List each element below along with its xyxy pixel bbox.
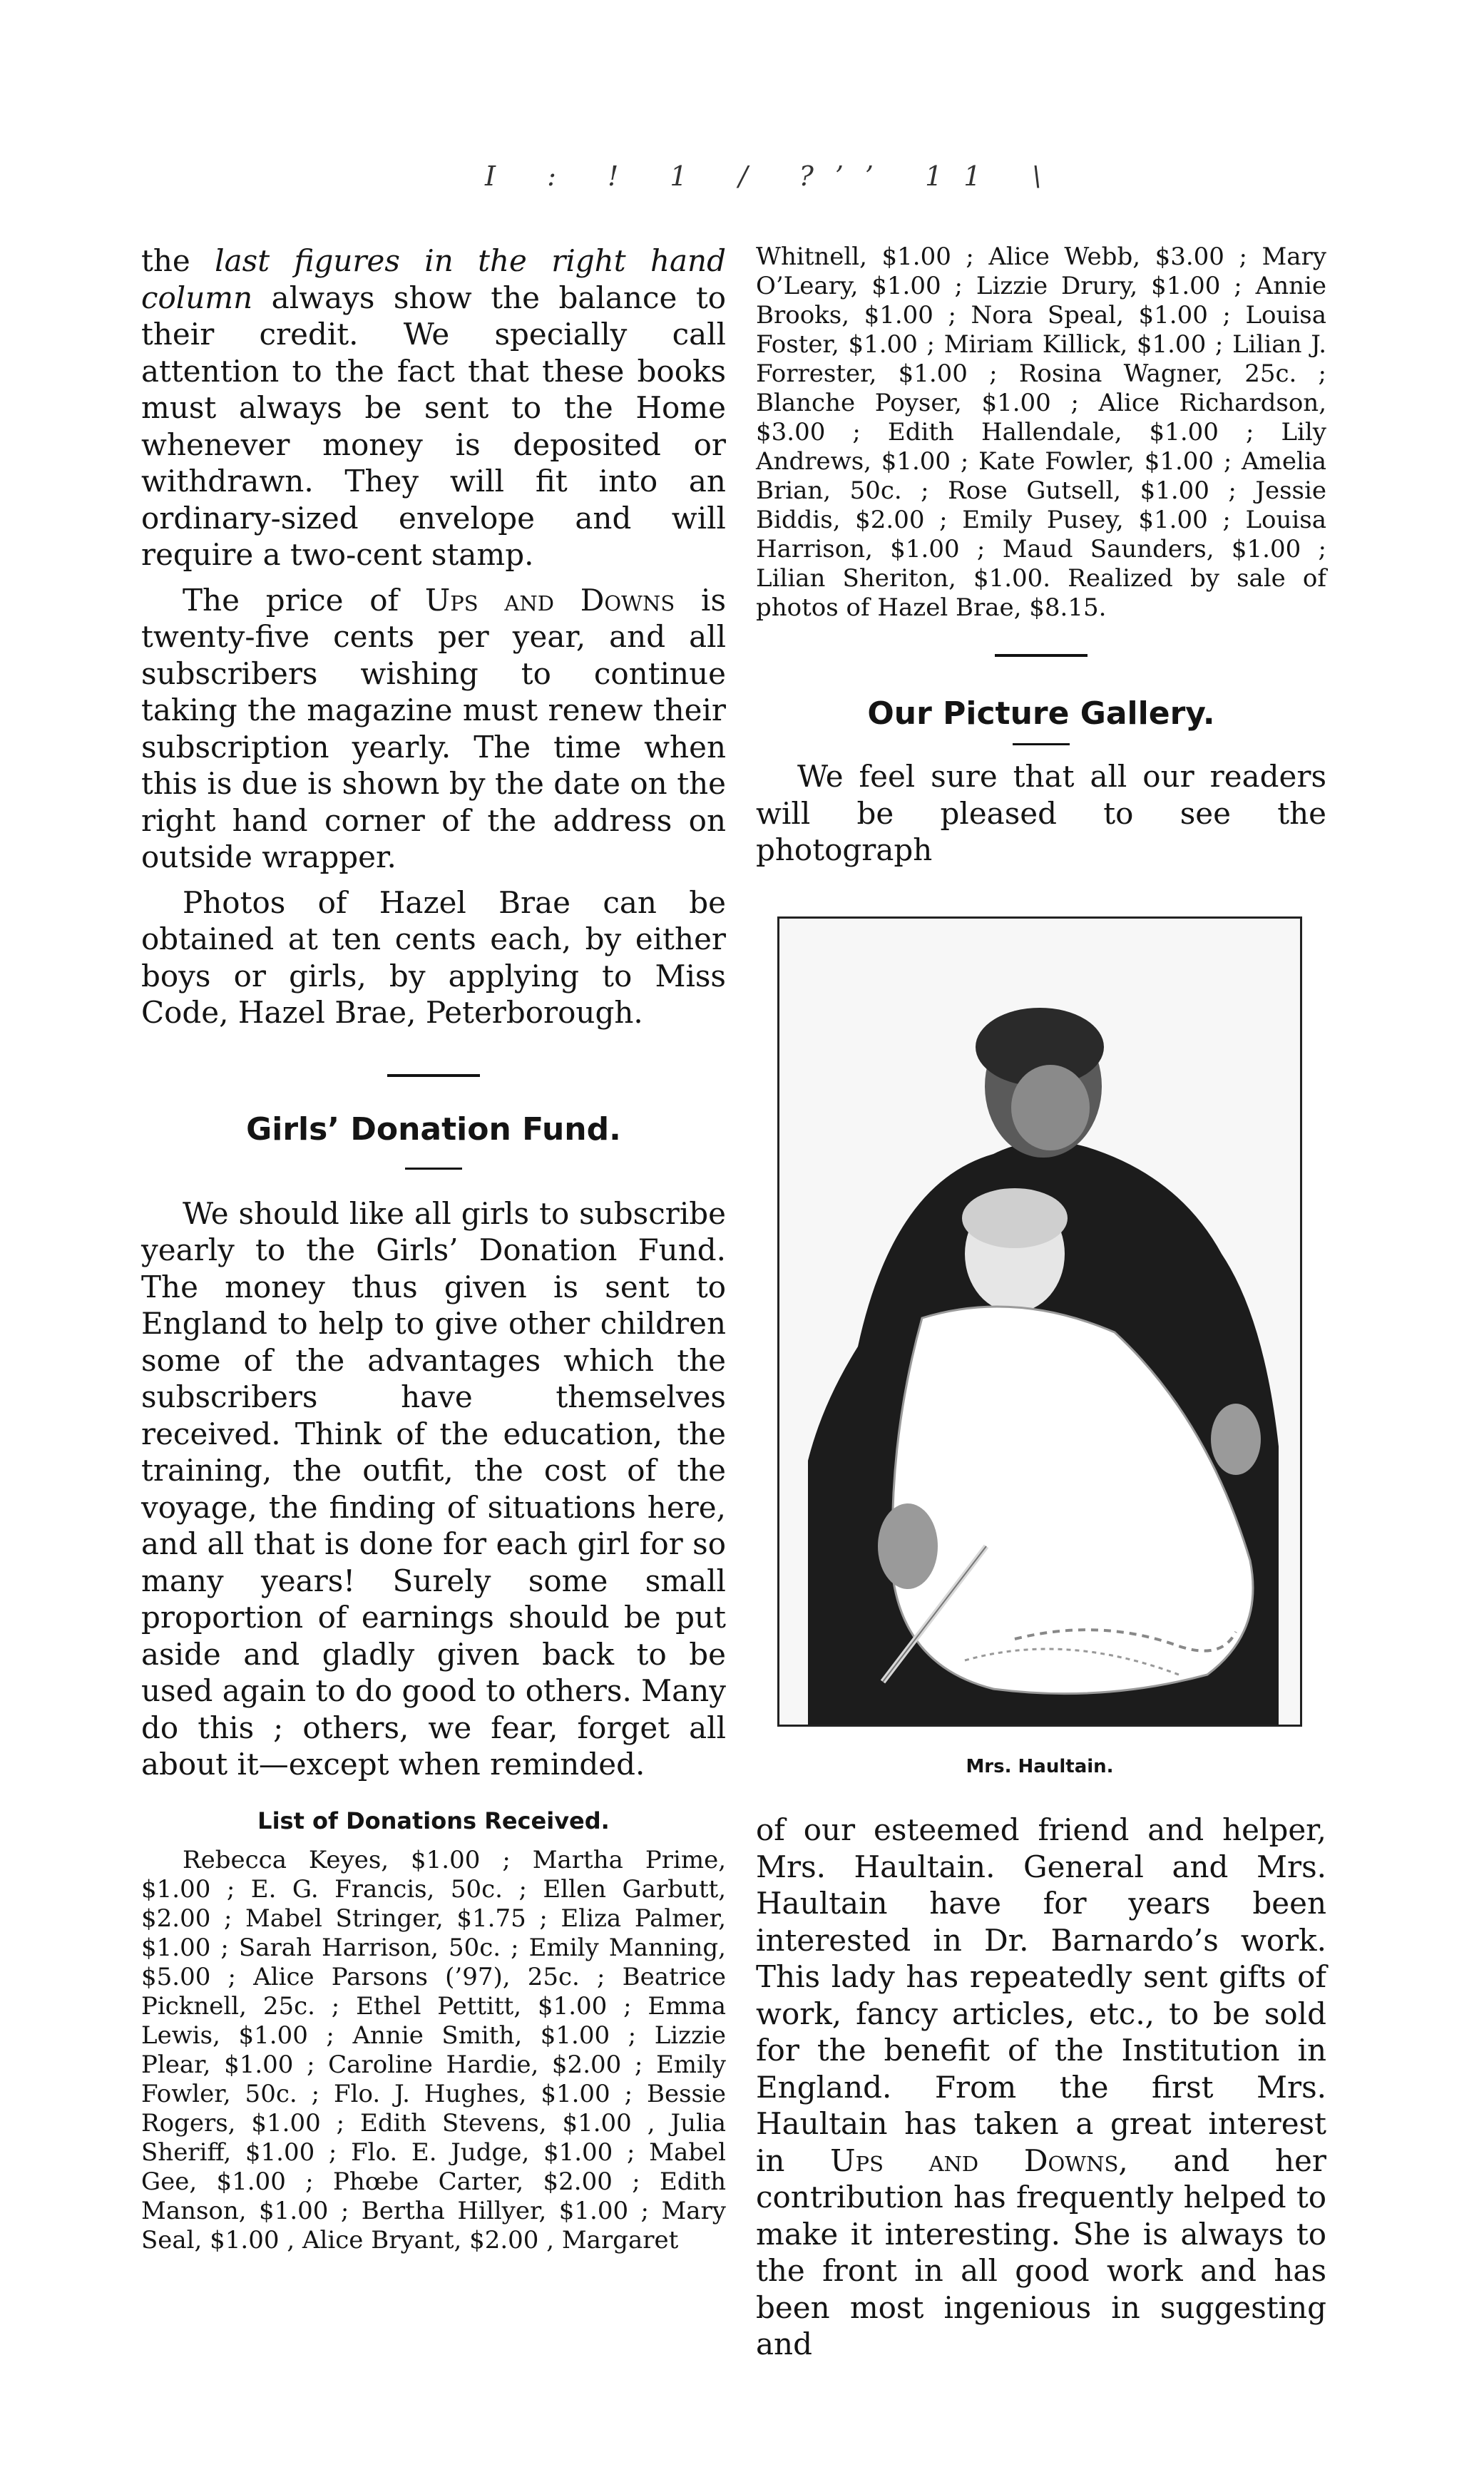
gallery-title: Our Picture Gallery.: [867, 695, 1215, 732]
portrait-illustration: [779, 919, 1300, 1725]
girls-fund-title: Girls’ Donation Fund.: [246, 1110, 621, 1148]
postal-books-paragraph: the last figures in the right hand column always show the balance to their credit. We specially call attention to the fact that these books must always be sent to the Home whenever money is deposited or withdrawn. They will fit into an ordinary-sized envelope and will require a two-cent stamp.: [141, 243, 726, 572]
section-divider: [995, 654, 1088, 657]
girls-fund-paragraph: We should like all girls to subscribe yearly to the Girls’ Donation Fund. The money thus given is sent to England to help to give other children some of the advantages which the subscribers have themselves received. Think of the education, the training, the outfit, the cost of the voyage, the finding of situations here, and all that is done for each girl for so many years! Surely some small proportion of earnings should be put aside and gladly given back to be used again to do good to others. Many do this ; others, we fear, forget all about it—except when reminded.: [141, 1195, 726, 1782]
donations-list: Rebecca Keyes, $1.00 ; Martha Prime, $1.00 ; E. G. Francis, 50c. ; Ellen Garbutt, $2.00 ; Mabel Stringer, $1.75 ; Eliza Palmer, $1.00 ; Sarah Harrison, 50c. ; Emily Manning, $5.00 ; Alice Parsons (’97), 25c. ; Beatrice Picknell, 25c. ; Ethel Pettitt, $1.00 ; Emma Lewis, $1.00 ; Annie Smith, $1.00 ; Lizzie Plear, $1.00 ; Caroline Hardie, $2.00 ; Emily Fowler, 50c. ; Flo. J. Hughes, $1.00 ; Bessie Rogers, $1.00 ; Edith Stevens, $1.00 , Julia Sheriff, $1.00 ; Flo. E. Judge, $1.00 ; Mabel Gee, $1.00 ; Phœbe Carter, $2.00 ; Edith Manson, $1.00 ; Bertha Hillyer, $1.00 ; Mary Seal, $1.00 , Alice Bryant, $2.00 , Margaret: [141, 1845, 726, 2254]
donations-list-title: List of Donations Received.: [257, 1807, 610, 1834]
left-column: [141, 242, 726, 2255]
running-header: I : ! 1 / ?’’ 11 \: [485, 160, 1063, 192]
photo-caption: Mrs. Haultain.: [966, 1756, 1114, 1777]
section-divider: [387, 1074, 480, 1077]
italic-phrase: last figures in the right hand column: [141, 243, 726, 315]
title-underline: [1013, 743, 1070, 745]
gallery-intro: We feel sure that all our readers will be pleased to see the photograph: [756, 759, 1326, 867]
right-column: [756, 242, 1326, 869]
donations-list-continued: Whitnell, $1.00 ; Alice Webb, $3.00 ; Mary O’Leary, $1.00 ; Lizzie Drury, $1.00 ; Annie Brooks, $1.00 ; Nora Speal, $1.00 ; Louisa Foster, $1.00 ; Miriam Killick, $1.00 ; Lilian J. Forrester, $1.00 ; Rosina Wagner, 25c. ; Blanche Poyser, $1.00 ; Alice Richardson, $3.00 ; Edith Hallendale, $1.00 ; Lily Andrews, $1.00 ; Kate Fowler, $1.00 ; Amelia Brian, 50c. ; Rose Gutsell, $1.00 ; Jessie Biddis, $2.00 ; Emily Pusey, $1.00 ; Louisa Harrison, $1.00 ; Maud Saunders, $1.00 ; Lilian Sheriton, $1.00. Realized by sale of photos of Hazel Brae, $8.15.: [756, 242, 1326, 622]
subscription-paragraph: The price of Ups and Downs is twenty-five cents per year, and all subscribers wishing to continue taking the magazine must renew their subscription yearly. The time when this is due is shown by the date on the right hand corner of the address on outside wrapper.: [141, 582, 726, 874]
photos-paragraph: Photos of Hazel Brae can be obtained at ten cents each, by either boys or girls, by applying to Miss Code, Hazel Brae, Peterborough.: [141, 884, 726, 1030]
magazine-name: Ups and Downs: [830, 2143, 1119, 2178]
portrait-photo: [777, 916, 1302, 1727]
gallery-body: of our esteemed friend and helper, Mrs. Haultain. General and Mrs. Haultain have for years been interested in Dr. Barnardo’s work. This lady has repeatedly sent gifts of work, fancy articles, etc., to be sold for the benefit of the Institution in England. From the first Mrs. Haultain has taken a great interest in Ups and Downs, and her contribution has frequently helped to make it interesting. She is always to the front in all good work and has been most ingenious in suggesting and: [756, 1812, 1326, 2361]
magazine-name: Ups and Downs: [424, 582, 675, 618]
gallery-continued: [756, 1812, 1326, 2363]
title-underline: [405, 1168, 462, 1170]
